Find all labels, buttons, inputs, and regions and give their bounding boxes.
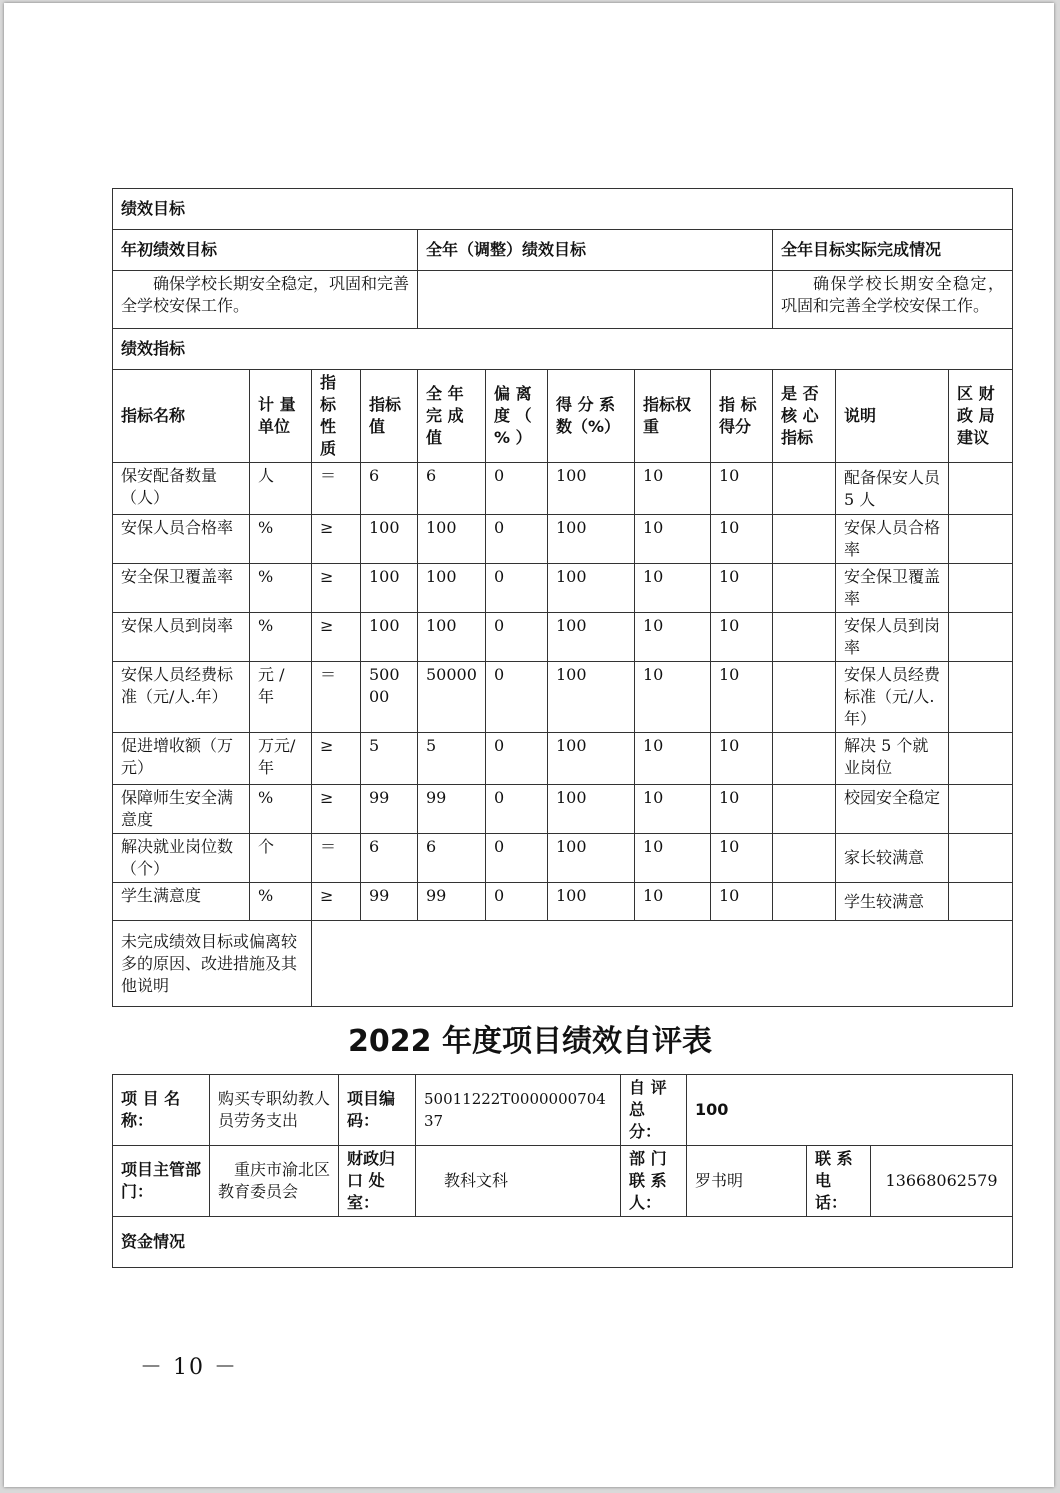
indicator-name: 保障师生安全满意度: [113, 785, 250, 834]
table-row: [113, 662, 1013, 733]
indicator-nature: ＝: [312, 834, 361, 883]
indicator-suggest: [949, 613, 1013, 662]
indicator-note: 配备保安人员 5 人: [836, 463, 949, 515]
indicator-unit: %: [250, 564, 312, 613]
table-row: [113, 613, 1013, 662]
project-name-label: 项 目 名称：: [113, 1075, 210, 1146]
indicator-weight: 10: [635, 463, 711, 515]
col-header-note: 说明: [836, 370, 949, 463]
project-code-label: 项目编码：: [339, 1075, 416, 1146]
indicator-deviation: 0: [486, 662, 548, 733]
indicator-weight: 10: [635, 733, 711, 785]
indicator-nature: ＝: [312, 463, 361, 515]
indicator-deviation: 0: [486, 515, 548, 564]
table-row: [113, 834, 1013, 883]
self-score-label: 自 评 总 分：: [621, 1075, 687, 1146]
indicator-unit: %: [250, 785, 312, 834]
phone-label: 联 系 电 话：: [807, 1146, 871, 1217]
table-row: [113, 785, 1013, 834]
col-header-completed: 全 年 完 成 值: [418, 370, 486, 463]
indicator-coef: 100: [548, 834, 635, 883]
project-name-value: 购买专职幼教人员劳务支出: [210, 1075, 339, 1146]
indicator-score: 10: [711, 463, 773, 515]
indicator-deviation: 0: [486, 613, 548, 662]
table-row: [113, 883, 1013, 921]
initial-goal-text: 确保学校长期安全稳定，巩固和完善全学校安保工作。: [113, 271, 418, 329]
indicator-coef: 100: [548, 662, 635, 733]
indicator-core: [773, 613, 836, 662]
indicator-note: 家长较满意: [836, 834, 949, 883]
indicator-coef: 100: [548, 515, 635, 564]
indicator-suggest: [949, 785, 1013, 834]
indicator-nature: ≥: [312, 564, 361, 613]
funds-section-title: 资金情况: [113, 1217, 1013, 1268]
table-row: [113, 564, 1013, 613]
indicator-note: 解决 5 个就业岗位: [836, 733, 949, 785]
perf-indicator-section-title: 绩效指标: [113, 329, 1013, 370]
indicator-coef: 100: [548, 883, 635, 921]
indicator-suggest: [949, 564, 1013, 613]
indicator-core: [773, 463, 836, 515]
adjusted-goal-header: 全年（调整）绩效目标: [418, 230, 773, 271]
indicator-core: [773, 883, 836, 921]
indicator-core: [773, 733, 836, 785]
indicator-value: 100: [361, 564, 418, 613]
indicator-score: 10: [711, 883, 773, 921]
project-code-value: 50011222T000000070437: [416, 1075, 621, 1146]
col-header-suggest: 区 财 政 局 建议: [949, 370, 1013, 463]
indicator-score: 10: [711, 662, 773, 733]
indicator-completed: 99: [418, 785, 486, 834]
col-header-deviation: 偏 离 度 （ % ）: [486, 370, 548, 463]
col-header-core: 是 否 核 心 指标: [773, 370, 836, 463]
indicator-weight: 10: [635, 515, 711, 564]
indicator-note: 安保人员合格率: [836, 515, 949, 564]
indicator-score: 10: [711, 564, 773, 613]
indicator-value: 6: [361, 834, 418, 883]
indicator-core: [773, 515, 836, 564]
indicator-score: 10: [711, 733, 773, 785]
indicator-deviation: 0: [486, 883, 548, 921]
indicator-core: [773, 662, 836, 733]
table-row: [113, 733, 1013, 785]
indicator-coef: 100: [548, 463, 635, 515]
indicator-value: 100: [361, 613, 418, 662]
indicator-weight: 10: [635, 883, 711, 921]
indicator-value: 5: [361, 733, 418, 785]
indicator-value: 99: [361, 883, 418, 921]
indicator-completed: 100: [418, 515, 486, 564]
indicator-value: 50000: [361, 662, 418, 733]
indicator-nature: ≥: [312, 733, 361, 785]
indicator-weight: 10: [635, 564, 711, 613]
indicator-deviation: 0: [486, 463, 548, 515]
col-header-weight: 指标权 重: [635, 370, 711, 463]
phone-value: 13668062579: [871, 1146, 1013, 1217]
indicator-note: 学生较满意: [836, 883, 949, 921]
indicator-coef: 100: [548, 564, 635, 613]
actual-goal-text: 确保学校长期安全稳定，巩固和完善全学校安保工作。: [773, 271, 1013, 329]
indicator-value: 100: [361, 515, 418, 564]
indicator-completed: 6: [418, 463, 486, 515]
self-score-value: 100: [687, 1075, 1013, 1146]
indicator-unit: 个: [250, 834, 312, 883]
indicator-deviation: 0: [486, 785, 548, 834]
col-header-nature: 指 标 性 质: [312, 370, 361, 463]
indicator-name: 安保人员经费标准（元/人.年）: [113, 662, 250, 733]
indicator-core: [773, 785, 836, 834]
indicator-note: 校园安全稳定: [836, 785, 949, 834]
indicator-unit: 万元/年: [250, 733, 312, 785]
perf-goal-section-title: 绩效目标: [113, 189, 1013, 230]
contact-value: 罗书明: [687, 1146, 807, 1217]
indicator-note: 安保人员经费标准（元/人.年）: [836, 662, 949, 733]
indicator-coef: 100: [548, 613, 635, 662]
indicator-value: 6: [361, 463, 418, 515]
indicator-header-row: [113, 370, 1013, 463]
dept-label: 项目主管部门：: [113, 1146, 210, 1217]
indicator-unit: 元 / 年: [250, 662, 312, 733]
initial-goal-header: 年初绩效目标: [113, 230, 418, 271]
indicator-core: [773, 834, 836, 883]
indicator-completed: 100: [418, 564, 486, 613]
actual-goal-header: 全年目标实际完成情况: [773, 230, 1013, 271]
indicator-completed: 99: [418, 883, 486, 921]
indicator-name: 学生满意度: [113, 883, 250, 921]
unfinished-reason-label: 未完成绩效目标或偏离较多的原因、改进措施及其他说明: [113, 921, 312, 1007]
indicator-score: 10: [711, 515, 773, 564]
indicator-unit: %: [250, 883, 312, 921]
col-header-name: 指标名称: [113, 370, 250, 463]
indicator-nature: ≥: [312, 785, 361, 834]
indicator-coef: 100: [548, 733, 635, 785]
indicator-completed: 100: [418, 613, 486, 662]
finance-office-label: 财政归口 处室：: [339, 1146, 416, 1217]
indicator-completed: 6: [418, 834, 486, 883]
indicator-completed: 50000: [418, 662, 486, 733]
indicator-name: 安保人员合格率: [113, 515, 250, 564]
indicator-name: 促进增收额（万元）: [113, 733, 250, 785]
indicator-weight: 10: [635, 785, 711, 834]
indicator-score: 10: [711, 785, 773, 834]
indicator-name: 安保人员到岗率: [113, 613, 250, 662]
indicator-suggest: [949, 463, 1013, 515]
indicator-nature: ≥: [312, 883, 361, 921]
indicator-deviation: 0: [486, 733, 548, 785]
indicator-nature: ≥: [312, 613, 361, 662]
indicator-unit: %: [250, 515, 312, 564]
col-header-score: 指 标 得分: [711, 370, 773, 463]
table-row: [113, 463, 1013, 515]
indicator-nature: ≥: [312, 515, 361, 564]
indicator-weight: 10: [635, 662, 711, 733]
page-number: － 10 －: [140, 1355, 238, 1380]
dept-value: 重庆市渝北区教育委员会: [210, 1146, 339, 1217]
indicator-coef: 100: [548, 785, 635, 834]
indicator-deviation: 0: [486, 564, 548, 613]
indicator-name: 保安配备数量（人）: [113, 463, 250, 515]
indicator-unit: 人: [250, 463, 312, 515]
adjusted-goal-text: [418, 271, 773, 329]
col-header-unit: 计 量 单位: [250, 370, 312, 463]
performance-table: [112, 188, 1013, 1007]
indicator-score: 10: [711, 613, 773, 662]
contact-label: 部 门 联 系 人：: [621, 1146, 687, 1217]
indicator-weight: 10: [635, 613, 711, 662]
indicator-nature: ＝: [312, 662, 361, 733]
indicator-note: 安全保卫覆盖率: [836, 564, 949, 613]
col-header-score-coef: 得 分 系 数（%）: [548, 370, 635, 463]
indicator-score: 10: [711, 834, 773, 883]
project-info-table: [112, 1074, 1013, 1268]
table-row: [113, 515, 1013, 564]
indicator-unit: %: [250, 613, 312, 662]
indicator-suggest: [949, 515, 1013, 564]
indicator-weight: 10: [635, 834, 711, 883]
indicator-suggest: [949, 662, 1013, 733]
indicator-name: 安全保卫覆盖率: [113, 564, 250, 613]
indicator-deviation: 0: [486, 834, 548, 883]
indicator-suggest: [949, 883, 1013, 921]
form-title: 2022 年度项目绩效自评表: [348, 1024, 712, 1059]
indicator-name: 解决就业岗位数（个）: [113, 834, 250, 883]
indicator-suggest: [949, 733, 1013, 785]
col-header-value: 指标 值: [361, 370, 418, 463]
finance-office-value: 教科文科: [416, 1146, 621, 1217]
indicator-value: 99: [361, 785, 418, 834]
indicator-suggest: [949, 834, 1013, 883]
unfinished-reason-text: [312, 921, 1013, 1007]
indicator-core: [773, 564, 836, 613]
indicator-note: 安保人员到岗率: [836, 613, 949, 662]
indicator-completed: 5: [418, 733, 486, 785]
